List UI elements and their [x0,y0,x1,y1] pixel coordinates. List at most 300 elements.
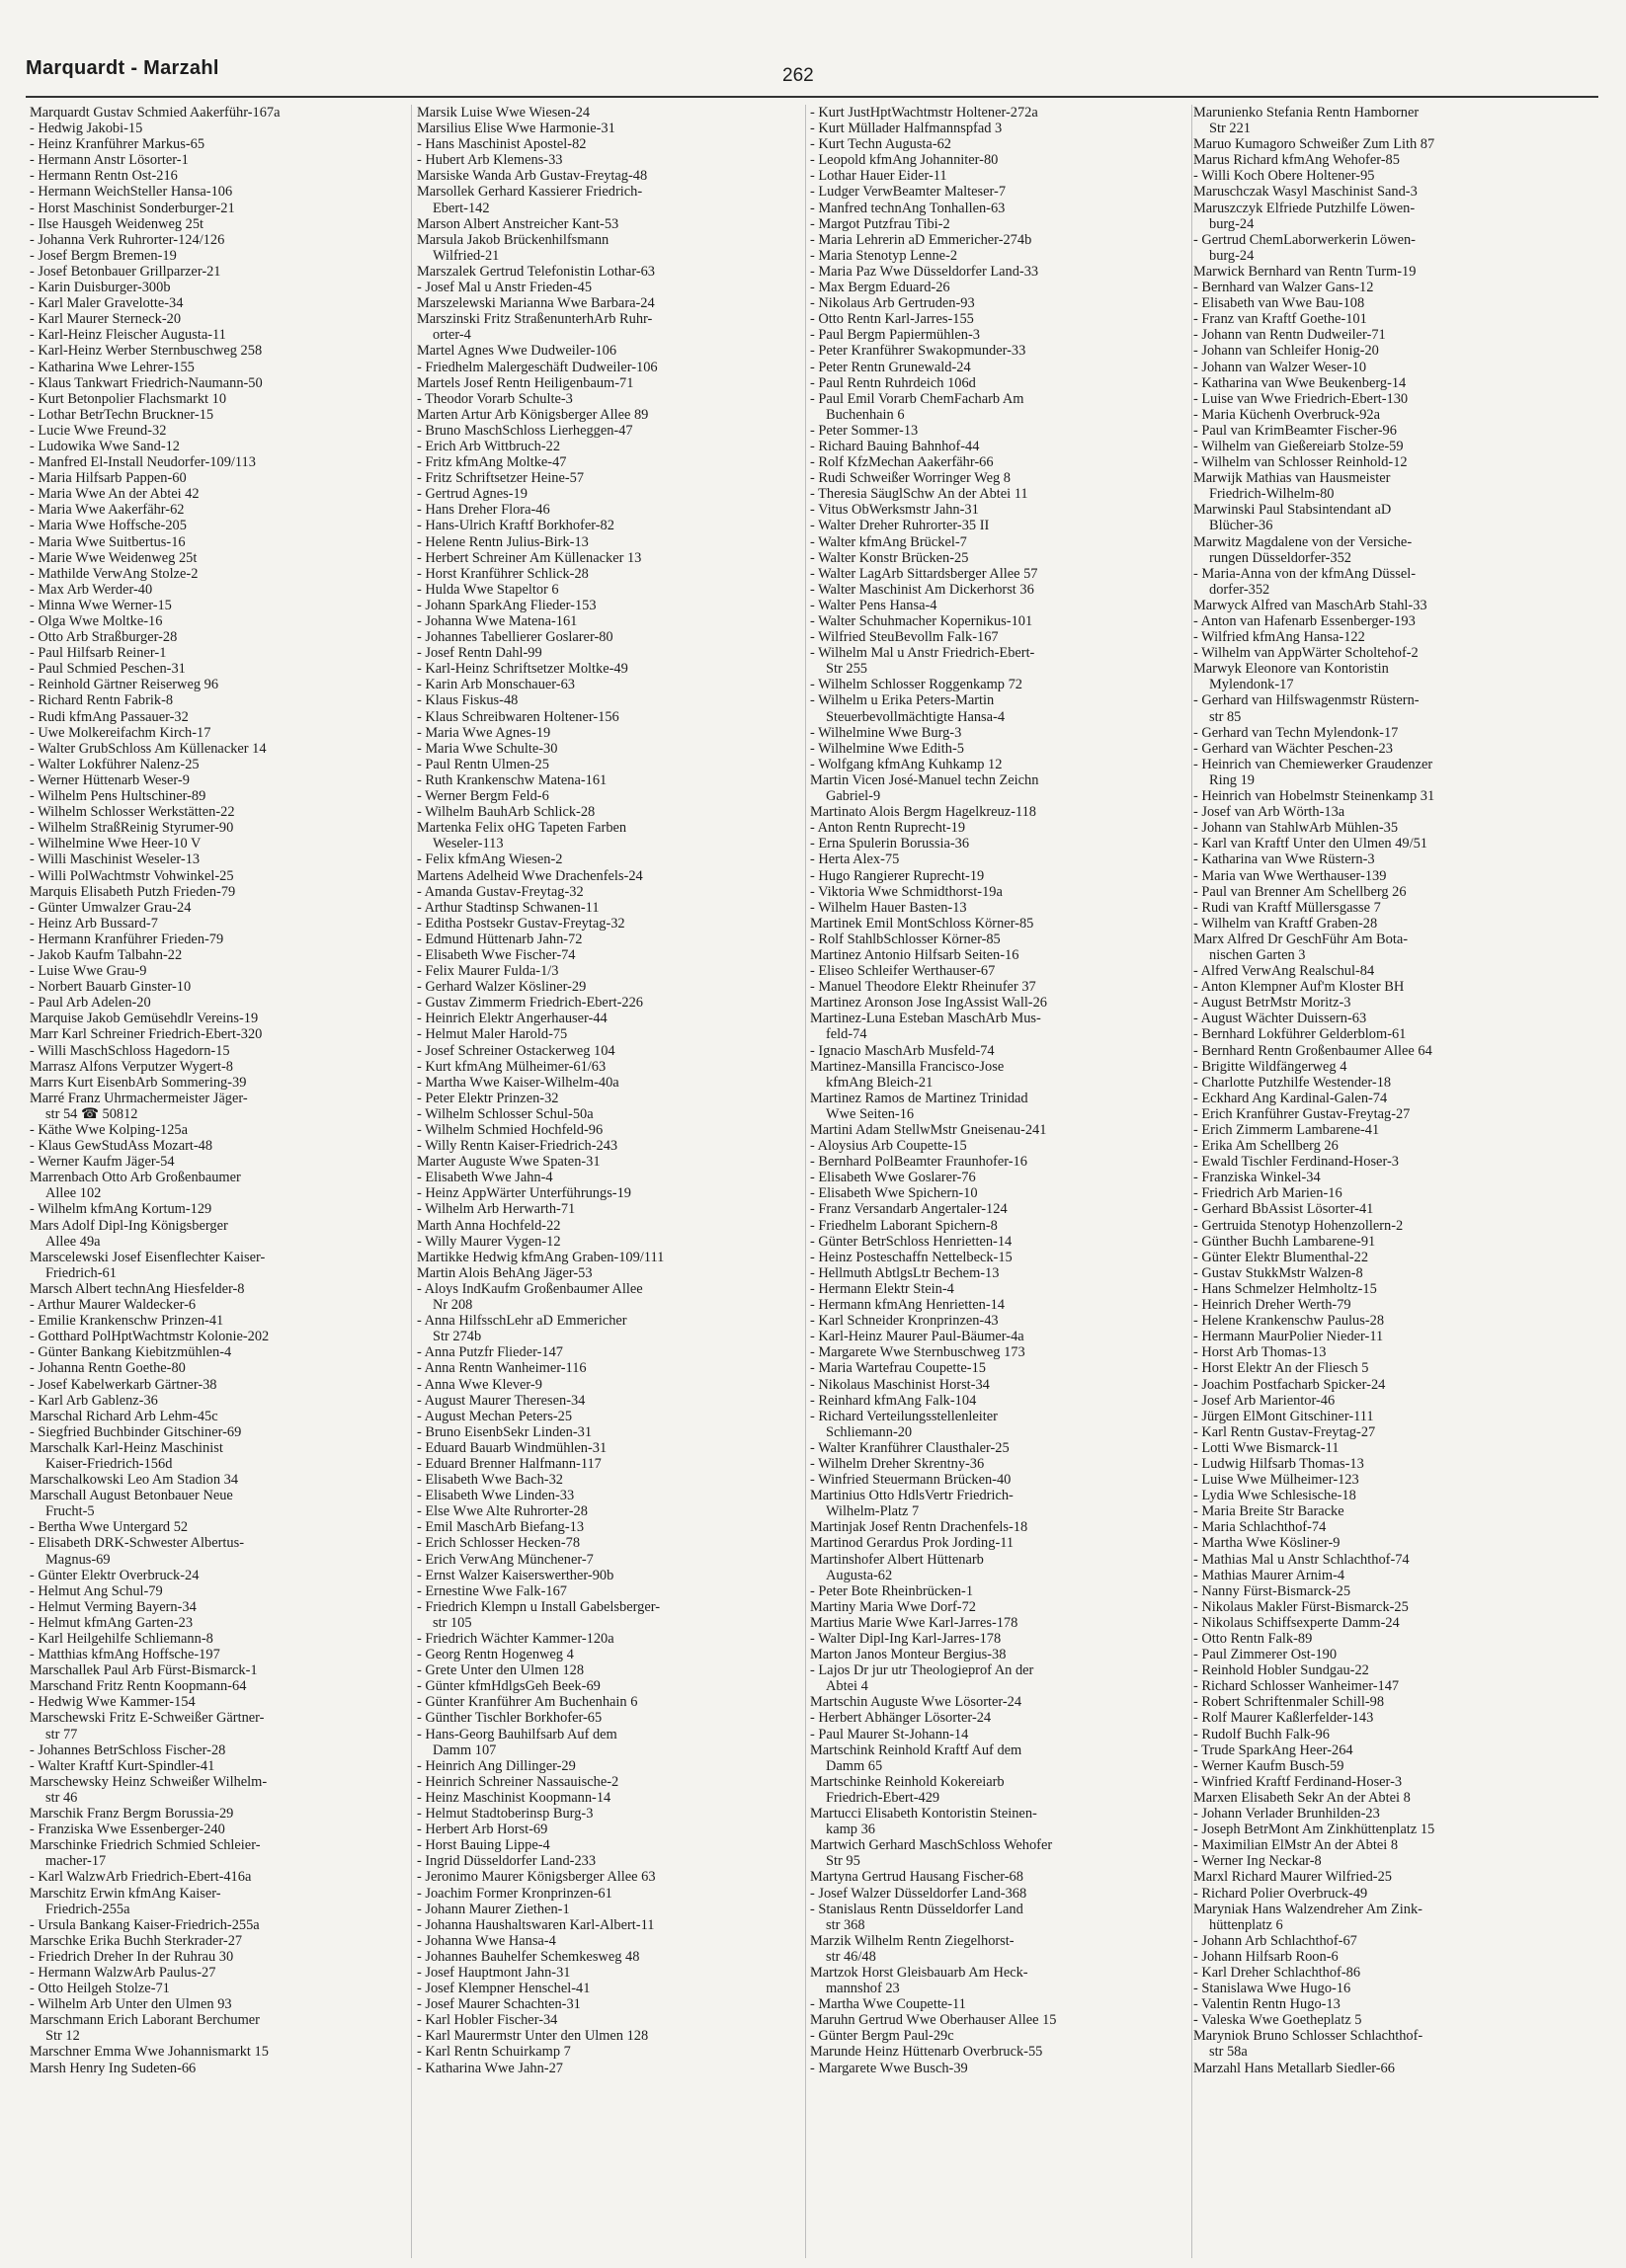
directory-entry: - Wilhelm Hauer Basten-13 [810,899,967,916]
directory-entry: Marquardt Gustav Schmied Aakerführ-167a [30,105,281,121]
directory-entry: Martyna Gertrud Hausang Fischer-68 [810,1869,1023,1886]
directory-entry: Marschik Franz Bergm Borussia-29 [30,1806,234,1822]
directory-entry: - Ewald Tischler Ferdinand-Hoser-3 [1193,1154,1399,1171]
directory-entry: - Walter Konstr Brücken-25 [810,549,969,566]
directory-entry: - Richard Polier Overbruck-49 [1193,1885,1368,1902]
directory-entry: - Ludwig Hilfsarb Thomas-13 [1193,1455,1364,1472]
directory-entry: Wilfried-21 [433,247,500,264]
directory-entry: Martwich Gerhard MaschSchloss Wehofer [810,1837,1053,1854]
directory-entry: - Gerhard van Wächter Peschen-23 [1193,740,1393,757]
directory-entry: str 85 [1209,708,1242,725]
directory-entry: Weseler-113 [433,836,504,852]
directory-entry: - Karl Schneider Kronprinzen-43 [810,1313,999,1330]
directory-entry: - Richard Verteilungsstellenleiter [810,1408,998,1424]
directory-entry: - Hans Schmelzer Helmholtz-15 [1193,1280,1377,1297]
directory-entry: - Trude SparkAng Heer-264 [1193,1742,1353,1758]
directory-entry: Marsik Luise Wwe Wiesen-24 [417,105,591,121]
directory-entry: - Hubert Arb Klemens-33 [417,152,563,169]
directory-entry: - Eduard Bauarb Windmühlen-31 [417,1439,608,1456]
directory-entry: - Wilhelm van Gießereiarb Stolze-59 [1193,438,1404,454]
directory-entry: - Anton Klempner Auf'm Kloster BH [1193,979,1405,996]
directory-entry: Marx Alfred Dr GeschFühr Am Bota- [1193,931,1409,947]
directory-column-2 [417,105,802,2258]
directory-entry: - Else Wwe Alte Ruhrorter-28 [417,1503,588,1520]
directory-entry: - Nikolaus Maschinist Horst-34 [810,1376,990,1393]
directory-entry: Maruschczak Wasyl Maschinist Sand-3 [1193,184,1418,201]
directory-entry: Marré Franz Uhrmachermeister Jäger- [30,1090,248,1106]
directory-entry: - Maria Schlachthof-74 [1193,1519,1327,1536]
directory-entry: Frucht-5 [45,1503,95,1520]
directory-entry: - Katharina van Wwe Beukenberg-14 [1193,374,1407,391]
directory-entry: - Maximilian ElMstr An der Abtei 8 [1193,1837,1399,1854]
directory-entry: Marscelewski Josef Eisenflechter Kaiser- [30,1249,266,1265]
column-divider [805,105,806,2258]
directory-entry: - Käthe Wwe Kolping-125a [30,1122,188,1138]
directory-entry: - Ludowika Wwe Sand-12 [30,438,181,454]
directory-entry: - Ernst Walzer Kaiserswerther-90b [417,1567,614,1583]
directory-entry: Str 274b [433,1329,482,1345]
directory-entry: - Johannes Tabellierer Goslarer-80 [417,629,613,646]
directory-entry: - Heinrich Elektr Angerhauser-44 [417,1011,608,1027]
directory-entry: - Reinhold Hobler Sundgau-22 [1193,1662,1369,1679]
directory-entry: - Wilhelm Schlosser Schul-50a [417,1105,594,1122]
directory-entry: - Bernhard van Walzer Gans-12 [1193,280,1374,296]
directory-entry: Str 12 [45,2028,80,2045]
directory-entry: - Willi MaschSchloss Hagedorn-15 [30,1042,230,1059]
directory-entry: - Maria Wwe Suitbertus-16 [30,533,186,550]
directory-entry: - Karl-Heinz Fleischer Augusta-11 [30,327,226,344]
directory-entry: - Wolfgang kfmAng Kuhkamp 12 [810,756,1003,772]
directory-entry: - Friedrich Dreher In der Ruhrau 30 [30,1948,234,1965]
directory-entry: - Karl-Heinz Maurer Paul-Bäumer-4a [810,1329,1024,1345]
directory-entry: - Karl Maurer Sterneck-20 [30,311,182,328]
column-divider [1191,105,1192,2258]
directory-entry: Marsh Henry Ing Sudeten-66 [30,2060,197,2076]
directory-entry: - Rudi kfmAng Passauer-32 [30,708,189,725]
directory-entry: - Josef Bergm Bremen-19 [30,247,177,264]
directory-entry: Marsilius Elise Wwe Harmonie-31 [417,121,615,137]
directory-entry: - Heinz Posteschaffn Nettelbeck-15 [810,1249,1013,1265]
directory-entry: Martinod Gerardus Prok Jording-11 [810,1535,1015,1552]
directory-entry: Martschink Reinhold Kraftf Auf dem [810,1742,1022,1758]
directory-entry: - Walter LagArb Sittardsberger Allee 57 [810,565,1038,582]
directory-entry: - Kurt kfmAng Mülheimer-61/63 [417,1058,607,1075]
directory-entry: Martzok Horst Gleisbauarb Am Heck- [810,1964,1028,1981]
directory-entry: Blücher-36 [1209,518,1273,534]
directory-entry: Martiny Maria Wwe Dorf-72 [810,1598,976,1615]
directory-entry: - Helene Rentn Julius-Birk-13 [417,533,589,550]
directory-entry: Marschke Erika Buchh Sterkrader-27 [30,1932,243,1949]
directory-entry: dorfer-352 [1209,581,1270,598]
directory-entry: - Paul Rentn Ulmen-25 [417,756,549,772]
directory-entry: - Johann Arb Schlachthof-67 [1193,1932,1357,1949]
directory-entry: - Karl-Heinz Werber Sternbuschweg 258 [30,343,263,360]
directory-entry: - Bruno EisenbSekr Linden-31 [417,1423,593,1440]
directory-entry: Marunienko Stefania Rentn Hamborner [1193,105,1420,121]
directory-entry: - Klaus Schreibwaren Holtener-156 [417,708,619,725]
directory-entry: - Arthur Stadtinsp Schwanen-11 [417,899,600,916]
directory-entry: - Walter Kranführer Clausthaler-25 [810,1439,1010,1456]
directory-entry: - Josef Walzer Düsseldorfer Land-368 [810,1885,1027,1902]
directory-entry: - Kurt JustHptWachtmstr Holtener-272a [810,105,1038,121]
directory-entry: - Minna Wwe Werner-15 [30,597,172,613]
directory-entry: - Paul van Brenner Am Schellberg 26 [1193,883,1407,900]
directory-entry: - Johannes Bauhelfer Schemkesweg 48 [417,1948,640,1965]
directory-entry: - Margarete Wwe Sternbuschweg 173 [810,1344,1025,1361]
directory-entry: Marth Anna Hochfeld-22 [417,1217,561,1234]
directory-entry: - Arthur Maurer Waldecker-6 [30,1297,197,1314]
directory-entry: Marwinski Paul Stabsintendant aD [1193,502,1392,519]
directory-entry: - Johann van Walzer Weser-10 [1193,359,1367,375]
directory-entry: - Max Bergm Eduard-26 [810,280,950,296]
directory-entry: - Lothar BetrTechn Bruckner-15 [30,406,214,423]
directory-entry: - August Wächter Duissern-63 [1193,1011,1367,1027]
directory-entry: - Ruth Krankenschw Matena-161 [417,771,608,788]
directory-entry: - Katharina van Wwe Rüstern-3 [1193,851,1375,868]
directory-entry: - Werner Kaufm Jäger-54 [30,1154,175,1171]
directory-entry: Marschand Fritz Rentn Koopmann-64 [30,1678,247,1695]
directory-entry: Martenka Felix oHG Tapeten Farben [417,820,627,837]
directory-entry: - Georg Rentn Hogenweg 4 [417,1647,574,1663]
directory-entry: - Helmut Stadtoberinsp Burg-3 [417,1806,594,1822]
directory-entry: - Luise Wwe Grau-9 [30,963,147,980]
directory-entry: - Walter Pens Hansa-4 [810,597,937,613]
directory-entry: rungen Düsseldorfer-352 [1209,549,1351,566]
directory-entry: - Ilse Hausgeh Weidenweg 25t [30,215,204,232]
directory-entry: - Maria Paz Wwe Düsseldorfer Land-33 [810,263,1039,280]
directory-entry: Marschallek Paul Arb Fürst-Bismarck-1 [30,1662,258,1679]
directory-entry: - Manuel Theodore Elektr Rheinufer 37 [810,979,1036,996]
directory-entry: - Friedrich Klempn u Install Gabelsberger- [417,1598,661,1615]
directory-entry: Str 221 [1209,121,1251,137]
directory-entry: - Peter Kranführer Swakopmunder-33 [810,343,1026,360]
directory-entry: - Heinrich Schreiner Nassauische-2 [417,1773,619,1790]
directory-entry: - Joachim Former Kronprinzen-61 [417,1885,612,1902]
directory-entry: - Felix Maurer Fulda-1/3 [417,963,559,980]
directory-entry: - Ingrid Düsseldorfer Land-233 [417,1853,597,1870]
directory-entry: - Elisabeth DRK-Schwester Albertus- [30,1535,245,1552]
directory-entry: - Elisabeth Wwe Fischer-74 [417,946,576,963]
directory-entry: - Friedhelm Laborant Spichern-8 [810,1217,998,1234]
directory-entry: Martinek Emil MontSchloss Körner-85 [810,915,1034,932]
directory-entry: Martinius Otto HdlsVertr Friedrich- [810,1488,1014,1504]
directory-entry: Marten Artur Arb Königsberger Allee 89 [417,406,649,423]
directory-entry: Marzik Wilhelm Rentn Ziegelhorst- [810,1932,1015,1949]
directory-entry: - Herbert Abhänger Lösorter-24 [810,1710,992,1727]
directory-column-3 [810,105,1189,2258]
directory-entry: Friedrich-255a [45,1901,130,1917]
directory-entry: - Kurt Betonpolier Flachsmarkt 10 [30,390,227,407]
directory-entry: - Hugo Rangierer Ruprecht-19 [810,867,985,884]
directory-entry: - Maria Stenotyp Lenne-2 [810,247,958,264]
directory-entry: Marwijk Mathias van Hausmeister [1193,470,1391,487]
directory-entry: - Brigitte Wildfängerweg 4 [1193,1058,1347,1075]
directory-entry: - Bernhard Lokführer Gelderblom-61 [1193,1026,1407,1043]
directory-entry: Marrs Kurt EisenbArb Sommering-39 [30,1074,247,1091]
directory-entry: - Karl Hobler Fischer-34 [417,2012,558,2029]
directory-entry: - Friedrich Wächter Kammer-120a [417,1631,614,1647]
directory-entry: Martini Adam StellwMstr Gneisenau-241 [810,1122,1047,1138]
directory-entry: - Paul Schmied Peschen-31 [30,661,186,678]
directory-entry: - Kurt Müllader Halfmannspfad 3 [810,121,1003,137]
directory-entry: - Horst Arb Thomas-13 [1193,1344,1327,1361]
directory-entry: - Hermann Rentn Ost-216 [30,168,178,185]
directory-entry: - Bernhard PolBeamter Fraunhofer-16 [810,1154,1027,1171]
directory-entry: - Karl van Kraftf Unter den Ulmen 49/51 [1193,836,1427,852]
directory-entry: - Gustav Zimmerm Friedrich-Ebert-226 [417,995,643,1012]
directory-entry: Marunde Heinz Hüttenarb Overbruck-55 [810,2044,1043,2061]
directory-entry: Martius Marie Wwe Karl-Jarres-178 [810,1614,1018,1631]
directory-entry: - Johanna Wwe Hansa-4 [417,1932,556,1949]
directory-entry: str 368 [826,1916,865,1933]
directory-entry: Friedrich-Wilhelm-80 [1209,486,1335,503]
directory-entry: Maryniok Bruno Schlosser Schlachthof- [1193,2028,1423,2045]
directory-entry: - Luise Wwe Mülheimer-123 [1193,1472,1359,1489]
directory-entry: - Marie Wwe Weidenweg 25t [30,549,198,566]
directory-entry: - Walter Maschinist Am Dickerhorst 36 [810,581,1034,598]
directory-entry: - Franz Versandarb Angertaler-124 [810,1201,1008,1218]
directory-entry: nischen Garten 3 [1209,946,1306,963]
directory-entry: str 46 [45,1789,78,1806]
directory-entry: Marsiske Wanda Arb Gustav-Freytag-48 [417,168,648,185]
directory-entry: Marsula Jakob Brückenhilfsmann [417,231,610,248]
directory-entry: - Reinhard kfmAng Falk-104 [810,1392,977,1409]
directory-entry: - Emil MaschArb Biefang-13 [417,1519,585,1536]
directory-entry: - Hermann Kranführer Frieden-79 [30,931,224,947]
directory-entry: - Rudi van Kraftf Müllersgasse 7 [1193,899,1381,916]
directory-entry: - Emilie Krankenschw Prinzen-41 [30,1313,224,1330]
directory-entry: Abtei 4 [826,1678,868,1695]
directory-entry: str 46/48 [826,1948,876,1965]
directory-entry: - Walter Dipl-Ing Karl-Jarres-178 [810,1631,1002,1647]
directory-entry: Martin Alois BehAng Jäger-53 [417,1264,593,1281]
directory-entry: Marwick Bernhard van Rentn Turm-19 [1193,263,1417,280]
directory-entry: - Wilhelm StraßReinig Styrumer-90 [30,820,234,837]
directory-entry: - Hellmuth AbtlgsLtr Bechem-13 [810,1264,1000,1281]
directory-entry: - Josef Kabelwerkarb Gärtner-38 [30,1376,217,1393]
directory-entry: Martinshofer Albert Hüttenarb [810,1551,984,1568]
directory-entry: - Wilhelmine Wwe Heer-10 V [30,836,202,852]
directory-entry: - Helmut Verming Bayern-34 [30,1598,197,1615]
directory-entry: - Gerhard van Hilfswagenmstr Rüstern- [1193,692,1420,709]
directory-entry: Marszinski Fritz StraßenunterhArb Ruhr- [417,311,653,328]
directory-entry: - Hans Maschinist Apostel-82 [417,136,587,153]
directory-entry: - Karl Maurermstr Unter den Ulmen 128 [417,2028,649,2045]
directory-entry: - Josef Betonbauer Grillparzer-21 [30,263,221,280]
directory-entry: Marr Karl Schreiner Friedrich-Ebert-320 [30,1026,263,1043]
directory-entry: - Otto Rentn Karl-Jarres-155 [810,311,974,328]
directory-entry: Mylendonk-17 [1209,677,1294,693]
directory-entry: Martinato Alois Bergm Hagelkreuz-118 [810,804,1036,821]
directory-entry: str 77 [45,1726,78,1742]
directory-entry: - Franziska Wwe Essenberger-240 [30,1822,225,1838]
directory-entry: - Wilhelmine Wwe Burg-3 [810,724,962,741]
directory-entry: Marwitz Magdalene von der Versiche- [1193,533,1413,550]
directory-entry: - Joachim Postfacharb Spicker-24 [1193,1376,1386,1393]
directory-entry: - Leopold kfmAng Johanniter-80 [810,152,999,169]
directory-entry: - Rolf StahlbSchlosser Körner-85 [810,931,1001,947]
directory-entry: - Hermann Elektr Stein-4 [810,1280,954,1297]
directory-entry: Str 255 [826,661,867,678]
directory-entry: - Horst Kranführer Schlick-28 [417,565,589,582]
directory-entry: - Maria Wartefrau Coupette-15 [810,1360,986,1377]
directory-entry: - Winfried Kraftf Ferdinand-Hoser-3 [1193,1773,1403,1790]
directory-column-4 [1193,105,1598,2258]
directory-entry: - Elisabeth Wwe Linden-33 [417,1488,575,1504]
directory-entry: Marschner Emma Wwe Johannismarkt 15 [30,2044,269,2061]
directory-entry: Marschalkowski Leo Am Stadion 34 [30,1472,239,1489]
directory-entry: Ebert-142 [433,200,490,216]
directory-entry: Marszalek Gertrud Telefonistin Lothar-63 [417,263,655,280]
directory-entry: - Felix kfmAng Wiesen-2 [417,851,563,868]
directory-entry: - Karin Arb Monschauer-63 [417,677,575,693]
directory-entry: - Erich Zimmerm Lambarene-41 [1193,1122,1380,1138]
directory-entry: - Edmund Hüttenarb Jahn-72 [417,931,583,947]
directory-entry: - Karl Maler Gravelotte-34 [30,295,184,312]
directory-entry: - Eckhard Ang Kardinal-Galen-74 [1193,1090,1388,1106]
directory-entry: - Günter BetrSchloss Henrietten-14 [810,1233,1013,1250]
directory-entry: - Karl WalzwArb Friedrich-Ebert-416a [30,1869,252,1886]
directory-entry: Marschitz Erwin kfmAng Kaiser- [30,1885,221,1902]
directory-entry: - Richard Bauing Bahnhof-44 [810,438,980,454]
directory-entry: - Johann Hilfsarb Roon-6 [1193,1948,1339,1965]
directory-entry: - Erich VerwAng Münchener-7 [417,1551,594,1568]
directory-entry: Damm 107 [433,1742,497,1758]
directory-entry: - Helmut Maler Harold-75 [417,1026,568,1043]
directory-entry: - Herbert Schreiner Am Küllenacker 13 [417,549,642,566]
directory-entry: Marquis Elisabeth Putzh Frieden-79 [30,883,236,900]
directory-entry: - Wilhelm Arb Herwarth-71 [417,1201,576,1218]
directory-entry: - Lydia Wwe Schlesische-18 [1193,1488,1356,1504]
directory-entry: orter-4 [433,327,471,344]
directory-entry: - Paul Rentn Ruhrdeich 106d [810,374,976,391]
directory-entry: Martikke Hedwig kfmAng Graben-109/111 [417,1249,665,1265]
directory-entry: - Mathias Maurer Arnim-4 [1193,1567,1345,1583]
directory-entry: - Elisabeth Wwe Goslarer-76 [810,1170,976,1186]
directory-entry: - Josef Mal u Anstr Frieden-45 [417,280,593,296]
directory-entry: - Margot Putzfrau Tibi-2 [810,215,950,232]
directory-entry: Marrasz Alfons Verputzer Wygert-8 [30,1058,233,1075]
directory-entry: - Lothar Hauer Eider-11 [810,168,947,185]
directory-entry: - Ursula Bankang Kaiser-Friedrich-255a [30,1916,260,1933]
directory-entry: - Katharina Wwe Lehrer-155 [30,359,195,375]
directory-entry: - Reinhold Gärtner Reiserweg 96 [30,677,219,693]
directory-entry: - Hans-Ulrich Kraftf Borkhofer-82 [417,518,614,534]
directory-entry: - Alfred VerwAng Realschul-84 [1193,963,1375,980]
directory-entry: - Wilhelm Pens Hultschiner-89 [30,788,206,805]
directory-entry: - Josef Hauptmont Jahn-31 [417,1964,571,1981]
directory-entry: - Hedwig Jakobi-15 [30,121,143,137]
directory-entry: - Günter Kranführer Am Buchenhain 6 [417,1694,638,1711]
directory-entry: - Hedwig Wwe Kammer-154 [30,1694,196,1711]
directory-entry: - Klaus Tankwart Friedrich-Naumann-50 [30,374,263,391]
directory-entry: - Herta Alex-75 [810,851,900,868]
directory-entry: - Jakob Kaufm Talbahn-22 [30,946,183,963]
directory-entry: - Uwe Molkereifachm Kirch-17 [30,724,211,741]
directory-entry: - Martha Wwe Kösliner-9 [1193,1535,1341,1552]
directory-entry: - Wilhelm van Kraftf Graben-28 [1193,915,1378,932]
directory-entry: - Otto Heilgeh Stolze-71 [30,1981,170,1997]
directory-entry: - Paul Maurer St-Johann-14 [810,1726,969,1742]
directory-entry: - Siegfried Buchbinder Gitschiner-69 [30,1423,242,1440]
directory-entry: - Anna HilfsschLehr aD Emmericher [417,1313,627,1330]
directory-entry: - Franziska Winkel-34 [1193,1170,1321,1186]
directory-entry: - Walter Lokführer Nalenz-25 [30,756,200,772]
directory-entry: - Maria Küchenh Overbruck-92a [1193,406,1380,423]
directory-entry: - Robert Schriftenmaler Schill-98 [1193,1694,1385,1711]
directory-entry: - Wilhelm kfmAng Kortum-129 [30,1201,212,1218]
directory-entry: - Willi Maschinist Weseler-13 [30,851,201,868]
directory-entry: - Günter Elektr Overbruck-24 [30,1567,200,1583]
directory-entry: - Johann van StahlwArb Mühlen-35 [1193,820,1399,837]
directory-entry: - Hermann kfmAng Henrietten-14 [810,1297,1006,1314]
directory-entry: - Walter Kraftf Kurt-Spindler-41 [30,1757,215,1774]
directory-entry: - Peter Bote Rheinbrücken-1 [810,1582,974,1599]
directory-entry: - Richard Schlosser Wanheimer-147 [1193,1678,1400,1695]
directory-entry: - Willi PolWachtmstr Vohwinkel-25 [30,867,234,884]
directory-entry: - August BetrMstr Moritz-3 [1193,995,1351,1012]
directory-entry: - Peter Sommer-13 [810,422,919,439]
directory-entry: Allee 102 [45,1185,102,1202]
directory-entry: - Helene Krankenschw Paulus-28 [1193,1313,1385,1330]
directory-entry: - Gertrud Agnes-19 [417,486,528,503]
directory-entry: - Margarete Wwe Busch-39 [810,2060,968,2076]
directory-entry: - Fritz kfmAng Moltke-47 [417,454,567,471]
directory-entry: - Nikolaus Schiffsexperte Damm-24 [1193,1614,1400,1631]
directory-entry: - Karl-Heinz Schriftsetzer Moltke-49 [417,661,628,678]
directory-entry: Marschall August Betonbauer Neue [30,1488,233,1504]
directory-entry: Maruszczyk Elfriede Putzhilfe Löwen- [1193,200,1416,216]
directory-entry: - Stanislaus Rentn Düsseldorfer Land [810,1901,1023,1917]
directory-entry: - Gertrud ChemLaborwerkerin Löwen- [1193,231,1416,248]
directory-entry: Marschewsky Heinz Schweißer Wilhelm- [30,1773,268,1790]
directory-entry: - Wilhelm Schlosser Werkstätten-22 [30,804,235,821]
directory-entry: - Werner Kaufm Busch-59 [1193,1757,1344,1774]
directory-entry: - Wilhelm Arb Unter den Ulmen 93 [30,1996,232,2013]
directory-entry: - Wilhelm BauhArb Schlick-28 [417,804,596,821]
directory-entry: Steuerbevollmächtigte Hansa-4 [826,708,1006,725]
directory-entry: Martschin Auguste Wwe Lösorter-24 [810,1694,1022,1711]
directory-entry: - Horst Maschinist Sonderburger-21 [30,200,235,216]
page-title: Marquardt - Marzahl [26,57,219,79]
directory-entry: - Erna Spulerin Borussia-36 [810,836,970,852]
directory-entry: Buchenhain 6 [826,406,905,423]
directory-entry: - Stanislawa Wwe Hugo-16 [1193,1981,1351,1997]
directory-entry: - Otto Rentn Falk-89 [1193,1631,1313,1647]
directory-entry: - Karl Arb Gablenz-36 [30,1392,158,1409]
directory-entry: Marus Richard kfmAng Wehofer-85 [1193,152,1400,169]
directory-entry: Mars Adolf Dipl-Ing Königsberger [30,1217,228,1234]
directory-entry: - Heinz AppWärter Unterführungs-19 [417,1185,631,1202]
directory-entry: - Rolf Maurer Kaßlerfelder-143 [1193,1710,1374,1727]
directory-entry: - Maria Wwe Schulte-30 [417,740,558,757]
directory-entry: - Wilhelm Schmied Hochfeld-96 [417,1122,604,1138]
directory-entry: - Paul Bergm Papiermühlen-3 [810,327,980,344]
directory-entry: - Maria Wwe An der Abtei 42 [30,486,200,503]
directory-entry: - Helmut kfmAng Garten-23 [30,1614,194,1631]
directory-entry: - Elisabeth Wwe Spichern-10 [810,1185,978,1202]
directory-entry: - Valentin Rentn Hugo-13 [1193,1996,1341,2013]
directory-entry: - Winfried Steuermann Brücken-40 [810,1472,1012,1489]
directory-entry: Maruo Kumagoro Schweißer Zum Lith 87 [1193,136,1435,153]
directory-entry: - Walter Schuhmacher Kopernikus-101 [810,613,1033,629]
directory-entry: - Ludger VerwBeamter Malteser-7 [810,184,1007,201]
directory-entry: Marsch Albert technAng Hiesfelder-8 [30,1280,245,1297]
directory-entry: - Grete Unter den Ulmen 128 [417,1662,585,1679]
directory-entry: burg-24 [1209,247,1255,264]
directory-entry: - Maria-Anna von der kfmAng Düssel- [1193,565,1416,582]
directory-entry: Martinez Ramos de Martinez Trinidad [810,1090,1028,1106]
